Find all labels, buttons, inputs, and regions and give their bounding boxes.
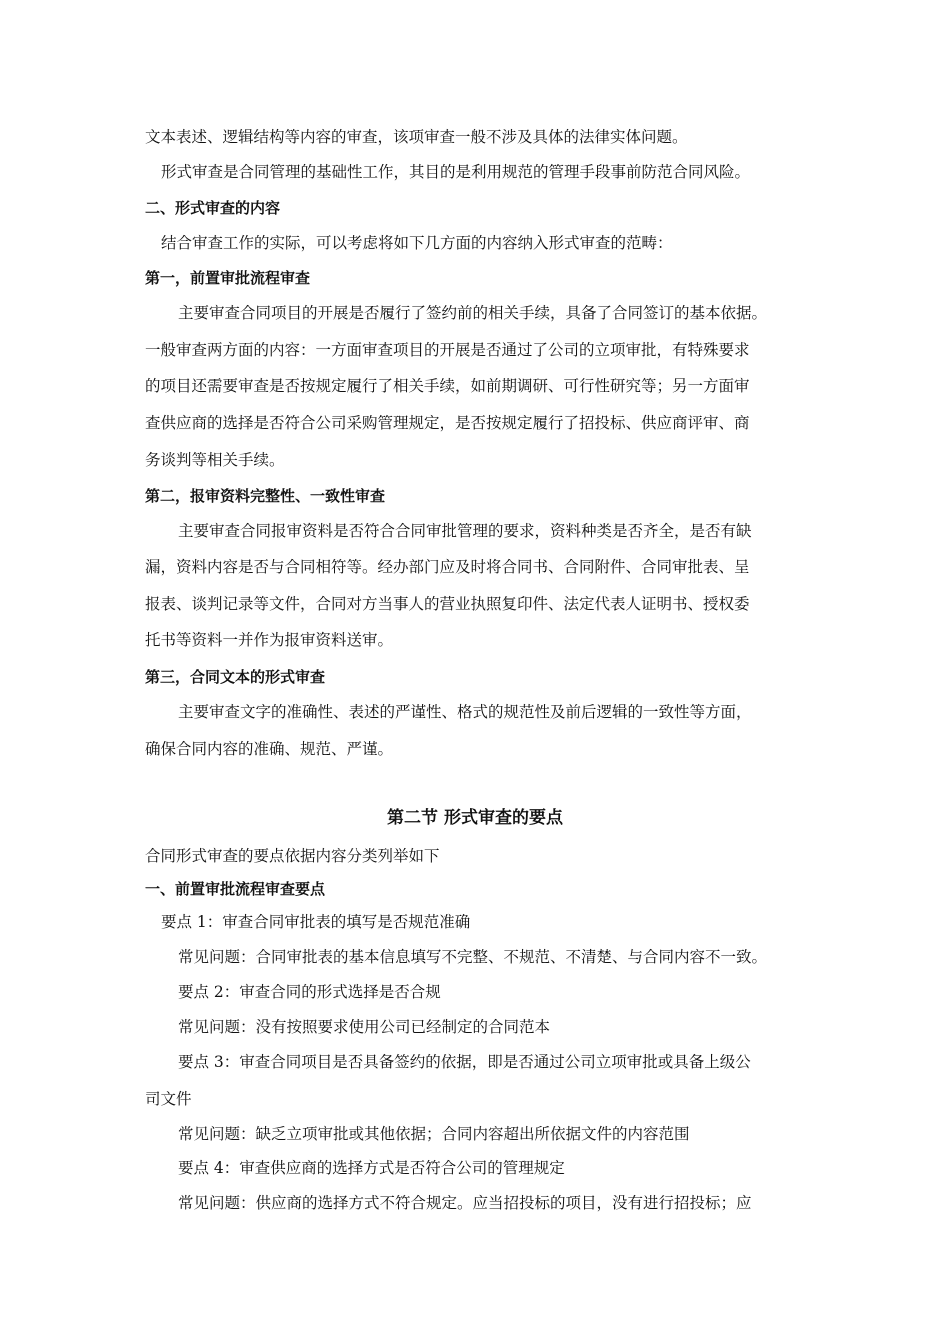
paragraph-line: 文本表述、逻辑结构等内容的审查，该项审查一般不涉及具体的法律实体问题。 (145, 128, 688, 146)
issue-line: 常见问题：缺乏立项审批或其他依据；合同内容超出所依据文件的内容范围 (178, 1125, 690, 1143)
paragraph-line: 形式审查是合同管理的基础性工作，其目的是利用规范的管理手段事前防范合同风险。 (161, 163, 751, 181)
paragraph-line: 报表、谈判记录等文件，合同对方当事人的营业执照复印件、法定代表人证明书、授权委 (145, 595, 750, 613)
paragraph-line: 查供应商的选择是否符合公司采购管理规定，是否按规定履行了招投标、供应商评审、商 (145, 414, 750, 432)
subsection-heading: 第三，合同文本的形式审查 (145, 668, 326, 686)
point-line: 要点 3：审查合同项目是否具备签约的依据，即是否通过公司立项审批或具备上级公 (178, 1053, 751, 1071)
issue-line: 常见问题：供应商的选择方式不符合规定。应当招投标的项目，没有进行招投标；应 (178, 1194, 752, 1212)
paragraph-line: 一般审查两方面的内容：一方面审查项目的开展是否通过了公司的立项审批，有特殊要求 (145, 341, 750, 359)
section-heading: 一、前置审批流程审查要点 (145, 880, 326, 898)
issue-line: 常见问题：合同审批表的基本信息填写不完整、不规范、不清楚、与合同内容不一致。 (178, 948, 768, 966)
subsection-heading: 第一，前置审批流程审查 (145, 269, 311, 287)
paragraph-line: 主要审查文字的准确性、表述的严谨性、格式的规范性及前后逻辑的一致性等方面， (178, 703, 752, 721)
point-line: 要点 1：审查合同审批表的填写是否规范准确 (161, 913, 471, 931)
paragraph-line: 确保合同内容的准确、规范、严谨。 (145, 740, 394, 758)
section-heading: 二、形式审查的内容 (145, 199, 281, 217)
paragraph-line: 托书等资料一并作为报审资料送审。 (145, 631, 394, 649)
paragraph-line: 结合审查工作的实际，可以考虑将如下几方面的内容纳入形式审查的范畴： (161, 234, 673, 252)
point-line: 要点 2：审查合同的形式选择是否合规 (178, 983, 441, 1001)
paragraph-line: 的项目还需要审查是否按规定履行了相关手续，如前期调研、可行性研究等；另一方面审 (145, 377, 750, 395)
paragraph-line: 合同形式审查的要点依据内容分类列举如下 (145, 847, 440, 865)
paragraph-line: 漏，资料内容是否与合同相符等。经办部门应及时将合同书、合同附件、合同审批表、呈 (145, 558, 750, 576)
subsection-heading: 第二，报审资料完整性、一致性审查 (145, 487, 386, 505)
paragraph-line: 主要审查合同报审资料是否符合合同审批管理的要求，资料种类是否齐全，是否有缺 (178, 522, 752, 540)
paragraph-line: 司文件 (145, 1090, 192, 1108)
issue-line: 常见问题：没有按照要求使用公司已经制定的合同范本 (178, 1018, 551, 1036)
chapter-section-title: 第二节 形式审查的要点 (387, 808, 563, 828)
point-line: 要点 4：审查供应商的选择方式是否符合公司的管理规定 (178, 1159, 565, 1177)
paragraph-line: 主要审查合同项目的开展是否履行了签约前的相关手续，具备了合同签订的基本依据。 (178, 304, 768, 322)
paragraph-line: 务谈判等相关手续。 (145, 451, 285, 469)
